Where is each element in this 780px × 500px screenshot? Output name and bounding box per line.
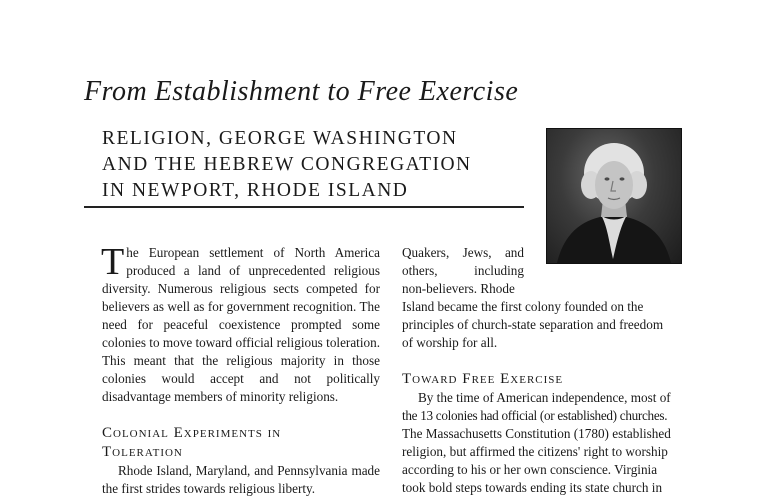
body-line: of worship for all. — [402, 335, 498, 350]
colonial-paragraph — [102, 462, 380, 498]
intro-paragraph — [101, 241, 380, 406]
section-heading-free-exercise: Toward Free Exercise — [402, 371, 564, 387]
wrap-line: Quakers, Jews, and — [402, 245, 524, 260]
intro-line: diversity. Numerous religious sects competed for — [102, 281, 380, 296]
article-headline — [102, 126, 532, 204]
colonial-line: made the first strides towards religious liberty. — [102, 463, 380, 496]
body-line: The Massachusetts Constitution (1780) established — [402, 426, 671, 441]
section-heading-colonial — [102, 424, 380, 462]
headline-line: IN NEWPORT, RHODE ISLAND — [102, 180, 409, 201]
portrait-icon — [547, 129, 681, 263]
section-heading-line: Toleration — [102, 444, 183, 460]
intro-line: The need for peaceful coexistence prompted — [102, 299, 380, 332]
headline-line: AND THE HEBREW CONGREGATION — [102, 154, 472, 175]
body-line: principles of church-state separation and freedom — [402, 317, 664, 332]
headline-line: RELIGION, GEORGE WASHINGTON — [102, 128, 458, 149]
body-line: religion, but affirmed the citizens' right to worship — [402, 444, 668, 459]
section-heading-line: Colonial Experiments in — [102, 425, 282, 441]
colonial-line: Rhode Island, Maryland, and Pennsylvania — [118, 463, 352, 478]
continued-paragraph — [402, 244, 684, 352]
headline-divider — [84, 206, 524, 208]
column-left — [101, 241, 380, 498]
drop-cap: T — [101, 241, 125, 283]
wrap-line: non-believers. Rhode — [402, 281, 515, 296]
intro-line: produced a land of unprecedented religious — [126, 263, 380, 278]
body-line: took bold steps towards ending its state church in — [402, 480, 663, 495]
intro-line: in those colonies would accept and not politically — [102, 353, 380, 386]
intro-line: toleration. This meant that the religious majority — [102, 335, 380, 368]
body-line: the 13 colonies had official (or established) churches. — [402, 408, 668, 423]
wrap-line: others, including — [402, 263, 524, 278]
intro-line: he European settlement of North America — [126, 245, 380, 260]
body-line: Island became the first colony founded on the — [402, 299, 644, 314]
free-exercise-paragraph — [402, 389, 684, 497]
column-right — [402, 244, 684, 497]
intro-line: believers as well as for government recognition. — [102, 299, 360, 314]
chapter-script-title: From Establishment to Free Exercise — [84, 76, 519, 107]
body-line: By the time of American independence, most of — [418, 390, 671, 405]
body-line: according to his or her own conscience. Virginia — [402, 462, 658, 477]
intro-line: disadvantage members of minority religions. — [102, 389, 339, 404]
intro-line: some colonies to move toward official religious — [102, 317, 380, 350]
